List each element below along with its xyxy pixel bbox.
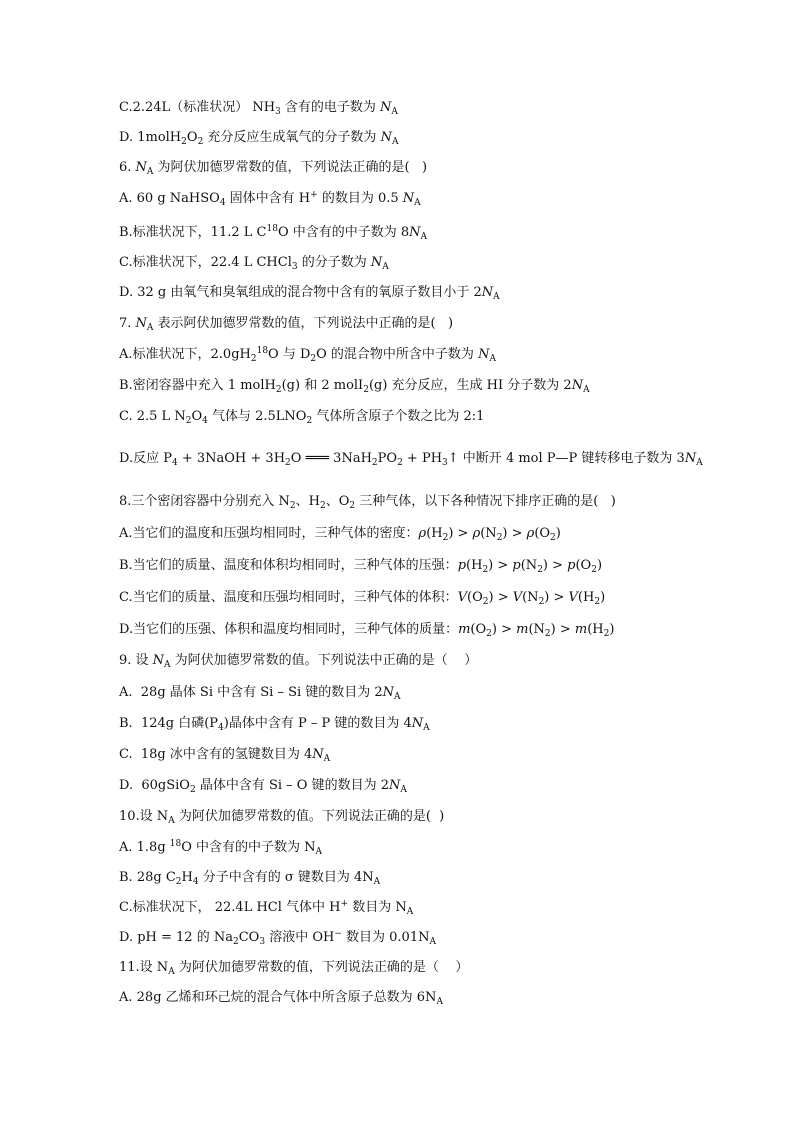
question-7-stem: 7. $N_A$ 表示阿伏加德罗常数的值，下列说法中正确的是( ) <box>119 316 454 333</box>
question-6-option-a: A. 60 g NaHSO$_4$ 固体中含有 H+ 的数目为 0.5 $N_A$ <box>119 190 421 208</box>
question-10-option-d: D. pH = 12 的 $Na_2CO_3$ 溶液中 OH− 数目为 $0.01N_A$ <box>119 929 436 947</box>
question-10-stem: 10.设 $N_A$ 为阿伏加德罗常数的值。下列说法正确的是( ) <box>119 809 445 826</box>
question-8-option-c: C.当它们的质量、温度和压强均相同时，三种气体的体积：$V(O_2) > V(N_2) > V(H_2)$ <box>119 590 606 607</box>
question-6-option-d: D. 32 g 由氧气和臭氧组成的混合物中含有的氧原子数目小于 $2N_A$ <box>119 285 500 302</box>
question-8-option-b: B.当它们的质量、温度和体积均相同时，三种气体的压强：$p(H_2) > p(N_2) > p(O_2)$ <box>119 558 603 575</box>
question-10-option-a: A. 1.8g $^{18}$O 中含有的中子数为 $N_A$ <box>119 839 323 857</box>
question-10-option-c: C.标准状况下， 22.4L HCl 气体中 H+ 数目为 $N_A$ <box>119 899 414 917</box>
question-6-option-c: C.标准状况下，22.4 L CHCl$_3$ 的分子数为 $N_A$ <box>119 255 389 272</box>
question-9-option-b: B. 124g 白磷$(P_4)$晶体中含有 P – P 键的数目为 $4N_A$ <box>119 716 430 733</box>
question-6-stem: 6. $N_A$ 为阿伏加德罗常数的值，下列说法正确的是( ) <box>119 160 428 177</box>
question-11-option-a: A. 28g 乙烯和环己烷的混合气体中所含原子总数为 $6N_A$ <box>119 990 443 1007</box>
question-7-option-c: C. 2.5 L $N_2O_4$ 气体与 $2.5LNO_2$ 气体所含原子个数之比为 2:1 <box>119 409 485 426</box>
question-11-stem: 11.设 $N_A$ 为阿伏加德罗常数的值，下列说法正确的是（ ） <box>119 960 469 977</box>
question-8-stem: 8.三个密闭容器中分别充入 $N_2$、$H_2$、$O_2$ 三种气体，以下各种情况下排序正确的是( ) <box>119 494 616 511</box>
question-10-option-b: B. 28g $C_2H_4$ 分子中含有的 σ 键数目为 $4N_A$ <box>119 870 381 887</box>
question-8-option-d: D.当它们的压强、体积和温度均相同时，三种气体的质量：$m(O_2) > m(N_2) > m(H_2)$ <box>119 622 615 639</box>
question-9-option-a: A. 28g 晶体 Si 中含有 Si – Si 键的数目为 $2N_A$ <box>119 685 401 702</box>
question-7-option-a: A.标准状况下，$2.0gH_2^{18}O$ 与 $D_2O$ 的混合物中所含中子数为 $N_A$ <box>119 346 496 364</box>
question-7-option-b: B.密闭容器中充入 1 molH$_2$(g) 和 2 molI$_2$(g) 充分反应，生成 HI 分子数为 $2N_A$ <box>119 378 590 395</box>
question-9-option-c: C. 18g 冰中含有的氢键数目为 $4N_A$ <box>119 747 331 764</box>
question-9-stem: 9. 设 $N_A$ 为阿伏加德罗常数的值。下列说法中正确的是（ ） <box>119 653 478 670</box>
text-line: C.2.24L（标准状况） $NH_3$ 含有的电子数为 $N_A$ <box>119 100 398 117</box>
question-6-option-b: B.标准状况下，11.2 L $C^{18}O$ 中含有的中子数为 $8N_A$ <box>119 224 428 242</box>
question-9-option-d: D. 60gSiO$_2$ 晶体中含有 Si – O 键的数目为 $2N_A$ <box>119 778 407 795</box>
question-8-option-a: A.当它们的温度和压强均相同时，三种气体的密度：$\rho(H_2) > \rho(N_2) > \rho(O_2)$ <box>119 526 561 543</box>
question-7-option-d: D.反应 $P_4$ + 3NaOH + $3H_2O$ ═══ $3NaH_2PO_2$ + $PH_3↑$ 中断开 4 mol P—P 键转移电子数为 $3N_A$ <box>119 451 703 468</box>
text-line: D. $1molH_2O_2$ 充分反应生成氧气的分子数为 $N_A$ <box>119 130 399 147</box>
